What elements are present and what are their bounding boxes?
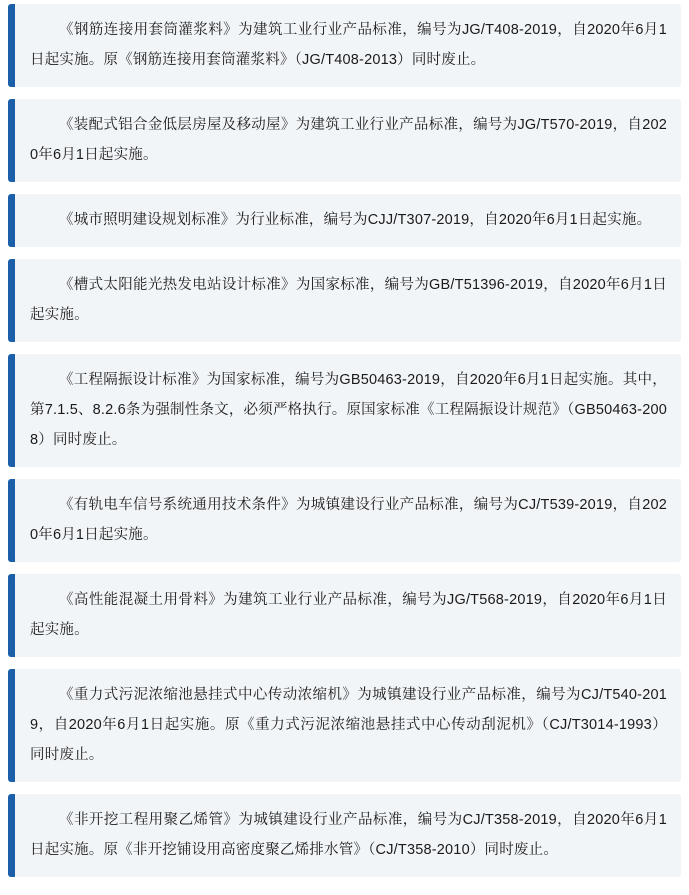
list-item [8,4,681,87]
standard-entry-text: 《装配式铝合金低层房屋及移动屋》为建筑工业行业产品标准，编号为JG/T570-2019，自2020年6月1日起实施。 [30,117,667,163]
standard-entry-text: 《非开挖工程用聚乙烯管》为城镇建设行业产品标准，编号为CJ/T358-2019，自2020年6月1日起实施。原《非开挖铺设用高密度聚乙烯排水管》（CJ/T358-2010）同时废止。 [30,812,667,858]
list-item [8,194,681,247]
list-item [8,99,681,182]
standard-entry-text: 《槽式太阳能光热发电站设计标准》为国家标准，编号为GB/T51396-2019，自2020年6月1日起实施。 [30,277,667,323]
standard-entry-text: 《重力式污泥浓缩池悬挂式中心传动浓缩机》为城镇建设行业产品标准，编号为CJ/T540-2019，自2020年6月1日起实施。原《重力式污泥浓缩池悬挂式中心传动刮泥机》（CJ/T3014-1993）同时废止。 [30,687,667,763]
standard-entry-text: 《有轨电车信号系统通用技术条件》为城镇建设行业产品标准，编号为CJ/T539-2019，自2020年6月1日起实施。 [30,497,667,543]
list-item [8,794,681,877]
list-item [8,354,681,467]
standard-entry-text: 《城市照明建设规划标准》为行业标准，编号为CJJ/T307-2019，自2020年6月1日起实施。 [59,212,652,228]
list-item [8,669,681,782]
list-item [8,574,681,657]
standard-entry-text: 《高性能混凝土用骨料》为建筑工业行业产品标准，编号为JG/T568-2019，自2020年6月1日起实施。 [30,592,667,638]
list-item [8,479,681,562]
standard-entry-text: 《钢筋连接用套筒灌浆料》为建筑工业行业产品标准，编号为JG/T408-2019，自2020年6月1日起实施。原《钢筋连接用套筒灌浆料》（JG/T408-2013）同时废止。 [30,22,667,68]
list-item [8,259,681,342]
standard-entry-text: 《工程隔振设计标准》为国家标准，编号为GB50463-2019，自2020年6月1日起实施。其中，第7.1.5、8.2.6条为强制性条文，必须严格执行。原国家标准《工程隔振设计规范》（GB50463-2008）同时废止。 [30,372,667,448]
